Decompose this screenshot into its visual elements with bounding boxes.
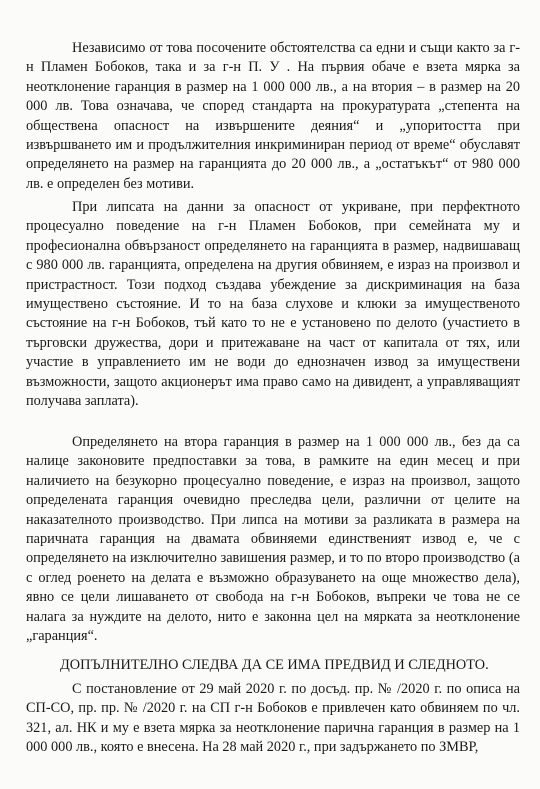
section-heading: ДОПЪЛНИТЕЛНО СЛЕДВА ДА СЕ ИМА ПРЕДВИД И СЛЕДНОТО. (60, 657, 489, 673)
paragraph-1: Независимо от това посочените обстоятелства са едни и същи както за г-н Пламен Бобоков, така и за г-н П. У . На първия обаче е взета мярка за неотклонение гаранция в размер на 1 000 000 лв., а на втория – в размер на 20 000 лв. Това означава, че според стандарта на прокуратурата „степента на обществена опасност на извършените деяния“ и „упоритостта при извършването им и продължителния инкриминиран период от време“ обуславят определянето на размер на гаранцията до 20 000 лв., а „остатъкът“ от 980 000 лв. е определен без мотиви. (26, 40, 520, 192)
paragraph-2: При липсата на данни за опасност от укриване, при перфектното процесуално поведение на г-н Пламен Бобоков, при семейната му и професионална обвързаност определянето на гаранцията в размер, надвишаващ с 980 000 лв. гаранцията, определена на другия обвиняем, е израз на произвол и пристрастност. Този подход създава убеждение за дискриминация на база имуществено състояние. И то на база слухове и клюки за имущественото състояние на г-н Бобоков, тъй като то не е установено по делото (участието в търговски дружества, дори и притежаване на част от капитала от тях, или участие в управлението им не води до еднозначен извод за имуществени възможности, защото акционерът има право само на дивидент, а управляващият получава заплата). (26, 199, 520, 410)
paragraph-3: Определянето на втора гаранция в размер на 1 000 000 лв., без да са налице законовите предпоставки за това, в рамките на един месец и при наличието на безукорно процесуално поведение, е израз на произвол, защото определената гаранция очевидно преследва цели, различни от целите на наказателното производство. При липса на мотиви за разликата в размера на паричната гаранция на двамата обвиняеми единственият извод е, че с определянето на изключително завишения размер, и то по второ производство (а с оглед роенето на делата е възможно образуването на още множество дела), явно се цели лишаването от свобода на г-н Бобоков, въпреки че това не се налага за нуждите на делото, нито е законна цел на мярката за неотклонение „гаранция“. (26, 434, 520, 645)
paragraph-4: С постановление от 29 май 2020 г. по досъд. пр. № /2020 г. по описа на СП-СО, пр. пр. № /2020 г. на СП г-н Бобоков е привлечен като обвиняем по чл. 321, ал. НК и му е взета мярка за неотклонение парична гаранция в размер на 1 000 000 лв., която е внесена. На 28 май 2020 г., при задържането по ЗМВР, (26, 681, 520, 756)
